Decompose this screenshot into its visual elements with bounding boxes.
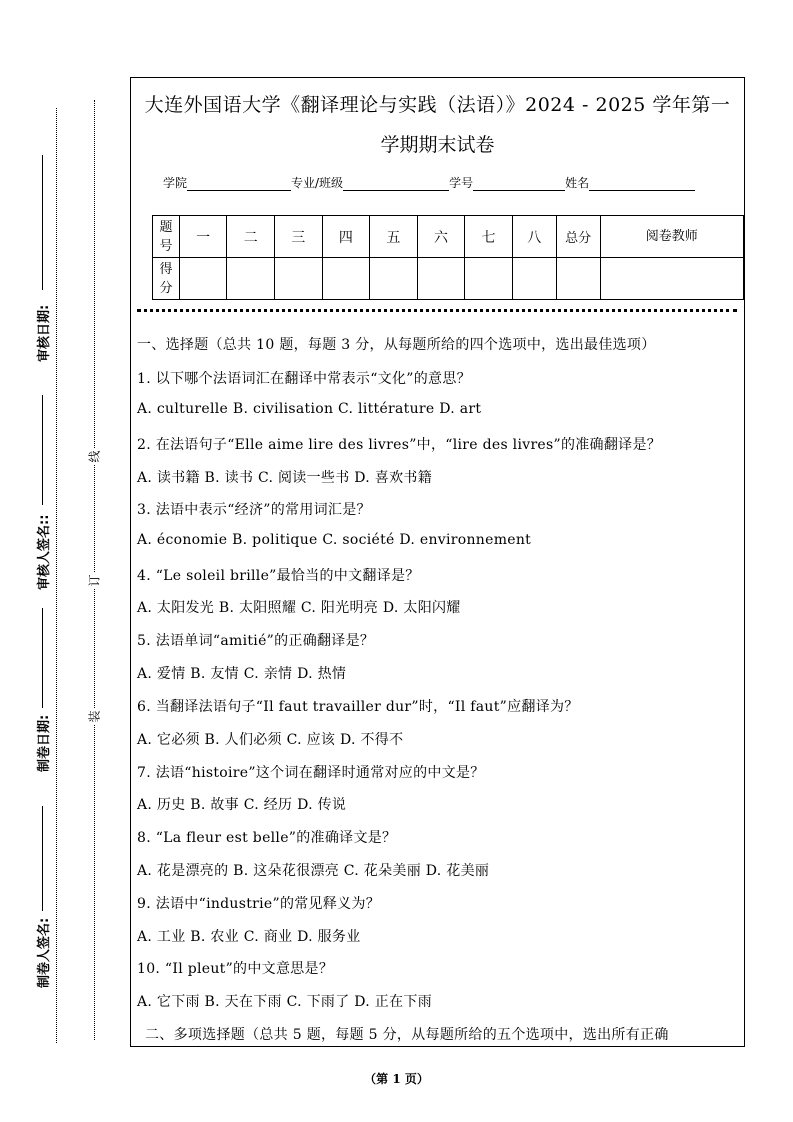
header-cell-7: 七: [465, 216, 513, 258]
score-cell[interactable]: [179, 258, 227, 300]
header-cell-total: 总分: [556, 216, 600, 258]
question-4-options: A. 太阳发光 B. 太阳照耀 C. 阳光明亮 D. 太阳闪耀: [137, 600, 461, 616]
score-cell[interactable]: [370, 258, 418, 300]
header-cell-3: 三: [275, 216, 323, 258]
score-cell[interactable]: [227, 258, 275, 300]
maker-date-label: 制卷日期:: [37, 714, 52, 772]
question-7: 7. 法语“histoire”这个词在翻译时通常对应的中文是？: [137, 765, 485, 781]
binding-margin: [0, 0, 125, 1122]
question-9: 9. 法语中“industrie”的常见释义为？: [137, 896, 381, 912]
score-table-score-row: [153, 258, 744, 300]
question-8: 8. “La fleur est belle”的准确译文是？: [137, 830, 397, 846]
maker-sign-label: 制卷人签名:: [37, 917, 52, 988]
field-id-blank[interactable]: [473, 177, 565, 191]
score-cell[interactable]: [512, 258, 556, 300]
field-major-label: 专业/班级: [291, 176, 344, 190]
score-cell-total[interactable]: [556, 258, 600, 300]
question-5-options: A. 爱情 B. 友情 C. 亲情 D. 热情: [137, 666, 347, 682]
question-6-options: A. 它必须 B. 人们必须 C. 应该 D. 不得不: [137, 732, 404, 748]
score-table: [152, 215, 744, 300]
reviewer-sign-label: 审核人签名::: [37, 514, 52, 590]
question-8-options: A. 花是漂亮的 B. 这朵花很漂亮 C. 花朵美丽 D. 花美丽: [137, 863, 490, 879]
inner-dotted-line: [94, 100, 95, 1040]
reviewer-sign-line: [42, 395, 43, 505]
score-table-header-row: [153, 216, 744, 258]
exam-title-line2: 学期期末试卷: [380, 134, 495, 156]
score-row-label: 得分: [153, 258, 180, 300]
question-1-options: A. culturelle B. civilisation C. littérature D. art: [137, 401, 482, 417]
question-6: 6. 当翻译法语句子“Il faut travailler dur”时，“Il faut”应翻译为？: [137, 699, 579, 715]
header-cell-4: 四: [322, 216, 370, 258]
score-cell[interactable]: [275, 258, 323, 300]
field-name-blank[interactable]: [589, 177, 695, 191]
score-cell-grader[interactable]: [600, 258, 743, 300]
score-cell[interactable]: [322, 258, 370, 300]
score-cell[interactable]: [417, 258, 465, 300]
field-major-blank[interactable]: [343, 177, 449, 191]
field-college-label: 学院: [163, 176, 188, 190]
page-number: （第 1 页）: [364, 1072, 429, 1086]
section1-heading: 一、选择题（总共 10 题，每题 3 分，从每题所给的四个选项中，选出最佳选项）: [137, 337, 656, 353]
question-10-options: A. 它下雨 B. 天在下雨 C. 下雨了 D. 正在下雨: [137, 994, 432, 1010]
header-cell-8: 八: [512, 216, 556, 258]
field-id-label: 学号: [449, 176, 474, 190]
reviewer-date-line: [42, 155, 43, 290]
header-cell-6: 六: [417, 216, 465, 258]
question-5: 5. 法语单词“amitié”的正确翻译是？: [137, 633, 375, 649]
exam-title-line1: 大连外国语大学《翻译理论与实践（法语）》2024 - 2025 学年第一: [144, 94, 731, 116]
score-cell[interactable]: [465, 258, 513, 300]
section2-heading: 二、多项选择题（总共 5 题，每题 5 分，从每题所给的五个选项中，选出所有正确: [145, 1027, 669, 1043]
outer-dotted-line: [56, 108, 57, 1043]
question-2: 2. 在法语句子“Elle aime lire des livres”中，“lire des livres”的准确翻译是？: [137, 437, 662, 453]
question-3: 3. 法语中表示“经济”的常用词汇是？: [137, 502, 371, 518]
field-name-label: 姓名: [565, 176, 590, 190]
bind-word-bind: 装: [87, 710, 102, 723]
reviewer-date-label: 审核日期:: [37, 304, 52, 362]
bind-word-staple: 订: [87, 574, 102, 587]
question-9-options: A. 工业 B. 农业 C. 商业 D. 服务业: [137, 929, 361, 945]
bind-word-line: 线: [87, 450, 102, 463]
exam-frame: [130, 77, 745, 1047]
question-3-options: A. économie B. politique C. société D. environnement: [137, 532, 532, 548]
maker-date-line: [42, 608, 43, 708]
maker-sign-line: [42, 806, 43, 911]
header-cell-1: 一: [179, 216, 227, 258]
question-1: 1. 以下哪个法语词汇在翻译中常表示“文化”的意思？: [137, 371, 471, 387]
header-cell-question: 题号: [153, 216, 180, 258]
section-divider: [137, 309, 737, 312]
question-10: 10. “Il pleut”的中文意思是？: [137, 961, 334, 977]
question-4: 4. “Le soleil brille”最恰当的中文翻译是？: [137, 568, 420, 584]
header-cell-5: 五: [370, 216, 418, 258]
question-7-options: A. 历史 B. 故事 C. 经历 D. 传说: [137, 797, 347, 813]
question-2-options: A. 读书籍 B. 读书 C. 阅读一些书 D. 喜欢书籍: [137, 470, 432, 486]
field-college-blank[interactable]: [187, 177, 291, 191]
header-cell-2: 二: [227, 216, 275, 258]
header-cell-grader: 阅卷教师: [600, 216, 743, 258]
student-info-row: [163, 174, 695, 191]
